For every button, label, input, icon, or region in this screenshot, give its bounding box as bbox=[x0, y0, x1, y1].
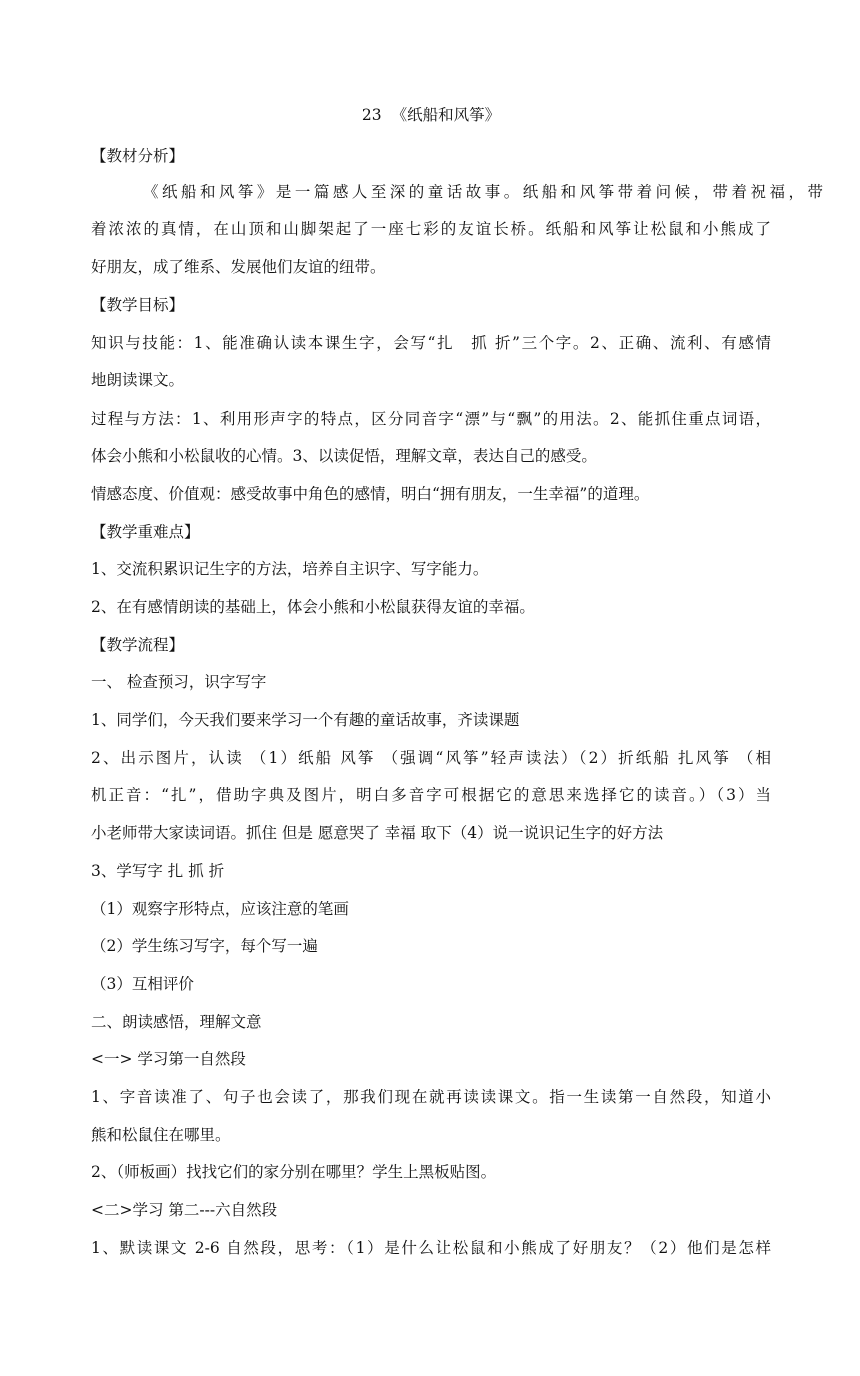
paragraph-line: 1、同学们，今天我们要来学习一个有趣的童话故事，齐读课题 bbox=[91, 711, 520, 729]
paragraph-line: 地朗读课文。 bbox=[91, 371, 185, 389]
paragraph-line: 情感态度、价值观：感受故事中角色的感情，明白“拥有朋友，一生幸福”的道理。 bbox=[91, 485, 650, 503]
paragraph-line: 知识与技能：1、能准确认读本课生字，会写“扎 抓 折”三个字。2、正确、流利、有感情 bbox=[91, 334, 771, 352]
paragraph-line: 着浓浓的真情，在山顶和山脚架起了一座七彩的友谊长桥。纸船和风筝让松鼠和小熊成了 bbox=[91, 220, 771, 238]
paragraph-line: <一> 学习第一自然段 bbox=[91, 1050, 246, 1068]
paragraph-line: 体会小熊和小松鼠收的心情。3、以读促悟，理解文章，表达自己的感受。 bbox=[91, 447, 597, 465]
paragraph-line: 小老师带大家读词语。抓住 但是 愿意哭了 幸福 取下（4）说一说识记生字的好方法 bbox=[91, 824, 664, 842]
paragraph-line: 《纸船和风筝》是一篇感人至深的童话故事。纸船和风筝带着问候，带着祝福，带 bbox=[143, 183, 823, 201]
paragraph-line: （1）观察字形特点，应该注意的笔画 bbox=[91, 900, 349, 918]
paragraph-line: （3）互相评价 bbox=[91, 975, 194, 993]
document-title bbox=[91, 100, 771, 130]
paragraph-line: 过程与方法：1、利用形声字的特点，区分同音字“漂”与“飘”的用法。2、能抓住重点词语， bbox=[91, 410, 771, 428]
paragraph-line: 机正音：“扎”，借助字典及图片，明白多音字可根据它的意思来选择它的读音。）（3）当 bbox=[91, 786, 771, 804]
paragraph-line: 1、默读课文 2-6 自然段，思考：（1）是什么让松鼠和小熊成了好朋友？（2）他们是怎样 bbox=[91, 1239, 771, 1257]
paragraph-line: 一、 检查预习，识字写字 bbox=[91, 673, 267, 691]
paragraph-line: 好朋友，成了维系、发展他们友谊的纽带。 bbox=[91, 258, 386, 276]
lesson-number: 23 bbox=[361, 106, 382, 124]
paragraph-line: 1、字音读准了、句子也会读了，那我们现在就再读读课文。指一生读第一自然段，知道小 bbox=[91, 1088, 771, 1106]
paragraph-line: 2、（师板画）找找它们的家分别在哪里？学生上黑板贴图。 bbox=[91, 1163, 497, 1181]
paragraph-line: 熊和松鼠住在哪里。 bbox=[91, 1126, 231, 1144]
paragraph-line: 二、朗读感悟，理解文意 bbox=[91, 1013, 262, 1031]
section-heading-key-points: 【教学重难点】 bbox=[91, 523, 200, 541]
paragraph-line: （2）学生练习写字，每个写一遍 bbox=[91, 937, 318, 955]
paragraph-line: 2、在有感情朗读的基础上，体会小熊和小松鼠获得友谊的幸福。 bbox=[91, 598, 535, 616]
paragraph-line: 2、出示图片，认读 （1）纸船 风筝 （强调“风筝”轻声读法）（2）折纸船 扎风筝 （相 bbox=[91, 749, 771, 767]
paragraph-line: 1、交流积累识记生字的方法，培养自主识字、写字能力。 bbox=[91, 560, 489, 578]
section-heading-flow: 【教学流程】 bbox=[91, 636, 185, 654]
paragraph-line: 3、学写字 扎 抓 折 bbox=[91, 862, 225, 880]
section-heading-analysis: 【教材分析】 bbox=[91, 147, 185, 165]
section-heading-goals: 【教学目标】 bbox=[91, 296, 185, 314]
lesson-title: 《纸船和风筝》 bbox=[391, 106, 501, 124]
paragraph-line: <二>学习 第二---六自然段 bbox=[91, 1201, 278, 1219]
